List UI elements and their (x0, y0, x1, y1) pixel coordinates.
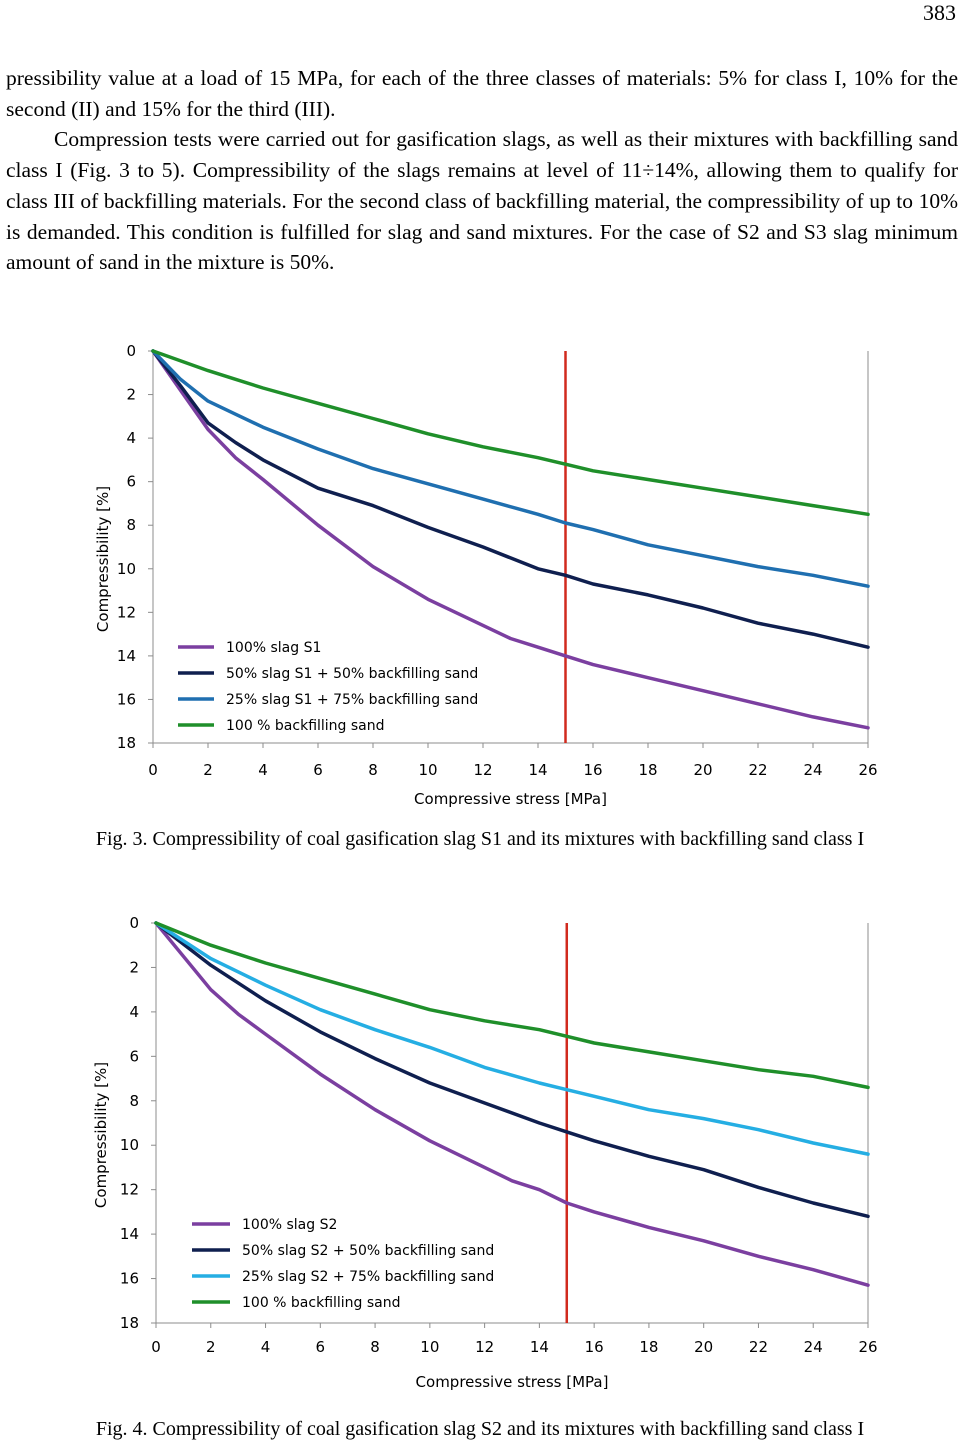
y-axis-label: Compressibility [%] (94, 485, 112, 633)
legend-label: 50% slag S2 + 50% backfilling sand (242, 1243, 495, 1259)
x-tick-label: 10 (418, 761, 438, 779)
y-tick-label: 8 (126, 516, 136, 535)
x-tick-label: 20 (694, 1338, 714, 1356)
legend-label: 50% slag S1 + 50% backfilling sand (226, 666, 479, 682)
x-tick-label: 0 (151, 1338, 161, 1356)
y-tick-label: 0 (126, 342, 136, 360)
x-tick-label: 8 (368, 761, 378, 779)
figure-3-caption: Fig. 3. Compressibility of coal gasification slag S1 and its mixtures with backfilling sand class I (95, 828, 865, 850)
legend-label: 100% slag S1 (226, 640, 322, 656)
x-tick-label: 0 (148, 761, 158, 779)
y-tick-label: 6 (126, 472, 136, 491)
x-tick-label: 24 (803, 1338, 823, 1356)
x-tick-label: 26 (858, 1338, 878, 1356)
figure-3-chart (0, 335, 960, 815)
y-tick-label: 8 (129, 1091, 139, 1110)
y-axis-label: Compressibility [%] (92, 1061, 110, 1209)
y-tick-label: 4 (126, 429, 136, 448)
legend-label: 25% slag S2 + 75% backfilling sand (242, 1269, 495, 1285)
y-tick-label: 16 (116, 690, 136, 709)
x-tick-label: 2 (203, 761, 213, 779)
x-tick-label: 22 (748, 761, 768, 779)
series-line (153, 351, 868, 514)
x-tick-label: 12 (473, 761, 493, 779)
x-tick-label: 24 (803, 761, 823, 779)
y-tick-label: 18 (119, 1314, 139, 1332)
x-tick-label: 8 (370, 1338, 380, 1356)
y-tick-label: 16 (119, 1269, 139, 1288)
body-text (6, 63, 958, 278)
y-tick-label: 2 (129, 958, 139, 977)
x-tick-label: 18 (638, 761, 658, 779)
x-tick-label: 16 (583, 761, 603, 779)
x-axis-label: Compressive stress [MPa] (414, 790, 607, 808)
x-axis-label: Compressive stress [MPa] (415, 1373, 609, 1391)
legend-label: 100% slag S2 (242, 1217, 338, 1233)
y-tick-label: 14 (116, 646, 136, 665)
y-tick-label: 10 (116, 559, 136, 578)
y-tick-label: 4 (129, 1002, 139, 1021)
paragraph: Compression tests were carried out for gasification slags, as well as their mixtures with backfilling sand class I (Fig. 3 to 5). Compressibility of the slags remains at level of 11÷14%, allowing them to qualify for class III of backfilling materials. For the second class of backfilling material, the compressibility of up to 10% is demanded. This condition is fulfilled for slag and sand mixtures. For the case of S2 and S3 slag minimum amount of sand in the mixture is 50%. (6, 127, 958, 275)
x-tick-label: 6 (315, 1338, 326, 1356)
x-tick-label: 10 (420, 1338, 440, 1356)
y-tick-label: 18 (116, 734, 136, 752)
x-tick-label: 16 (584, 1338, 604, 1356)
x-tick-label: 20 (693, 761, 713, 779)
y-tick-label: 12 (116, 603, 136, 622)
x-tick-label: 4 (260, 1338, 271, 1356)
legend-label: 100 % backfilling sand (226, 718, 385, 734)
x-tick-label: 18 (639, 1338, 659, 1356)
series-line (156, 923, 868, 1154)
x-tick-label: 2 (205, 1338, 216, 1356)
x-tick-label: 14 (529, 1338, 549, 1356)
figure-4-chart (0, 905, 960, 1405)
x-tick-label: 14 (528, 761, 548, 779)
page-number: 383 (923, 0, 956, 25)
figure-4-caption: Fig. 4. Compressibility of coal gasification slag S2 and its mixtures with backfilling sand class I (95, 1418, 865, 1440)
y-tick-label: 0 (129, 914, 139, 932)
x-tick-label: 6 (313, 761, 323, 779)
paragraph: pressibility value at a load of 15 MPa, for each of the three classes of materials: 5% for class I, 10% for the second (II) and 15% for the third (III). (6, 66, 958, 121)
x-tick-label: 26 (858, 761, 878, 779)
series-line (156, 923, 868, 1087)
legend-label: 25% slag S1 + 75% backfilling sand (226, 692, 479, 708)
y-tick-label: 12 (119, 1180, 139, 1199)
legend-label: 100 % backfilling sand (242, 1295, 401, 1311)
y-tick-label: 14 (119, 1225, 139, 1244)
y-tick-label: 6 (129, 1047, 139, 1066)
x-tick-label: 22 (748, 1338, 769, 1356)
y-tick-label: 10 (119, 1136, 139, 1155)
x-tick-label: 12 (475, 1338, 495, 1356)
x-tick-label: 4 (258, 761, 268, 779)
y-tick-label: 2 (126, 385, 136, 404)
